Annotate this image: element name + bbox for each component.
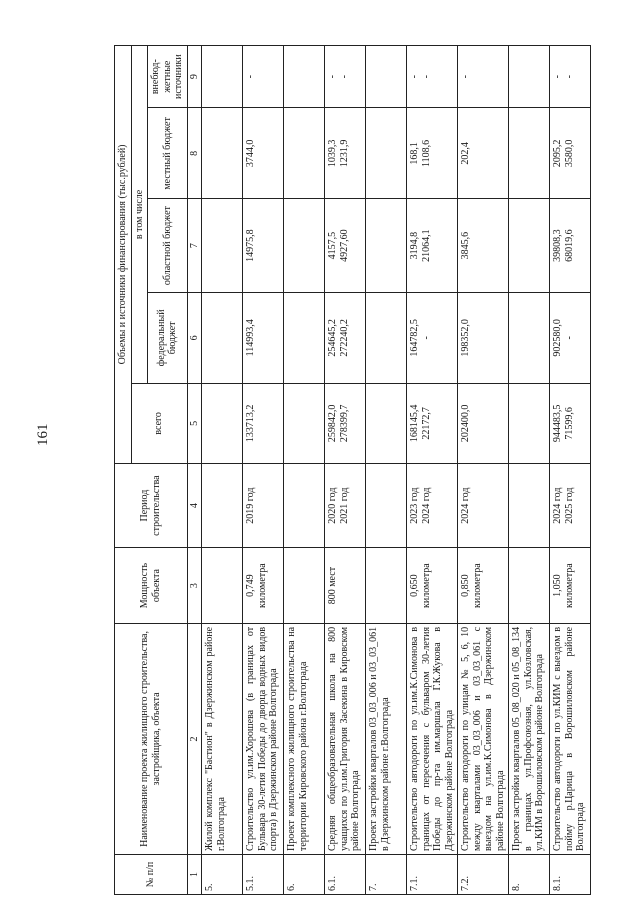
row-local bbox=[366, 108, 407, 199]
row-number: 6. bbox=[284, 855, 325, 895]
table-row bbox=[550, 46, 591, 895]
row-number: 5. bbox=[202, 855, 243, 895]
row-extra bbox=[407, 46, 458, 108]
row-number: 7.1. bbox=[407, 855, 458, 895]
row-capacity: 0,749 километра bbox=[243, 548, 284, 624]
row-total bbox=[509, 383, 550, 463]
column-number: 3 bbox=[187, 548, 202, 624]
table-row bbox=[325, 46, 366, 895]
header-including: в том числе bbox=[131, 46, 148, 384]
table-row bbox=[366, 46, 407, 895]
row-local bbox=[509, 108, 550, 199]
row-period-value: 2024 год bbox=[552, 487, 563, 524]
table-row bbox=[202, 46, 243, 895]
row-federal bbox=[366, 292, 407, 383]
row-federal-value: - bbox=[420, 336, 432, 340]
header-extra: внебюд-жетные источники bbox=[148, 46, 188, 108]
row-period-value: 2025 год bbox=[563, 487, 575, 524]
row-federal-value: 254645,2 bbox=[327, 319, 338, 357]
row-regional-value: 4157,5 bbox=[327, 231, 338, 260]
row-federal bbox=[550, 292, 591, 383]
row-regional-value: 3194,8 bbox=[409, 231, 420, 260]
row-federal-value: - bbox=[563, 336, 575, 340]
row-regional bbox=[550, 199, 591, 292]
row-extra-value: - bbox=[327, 75, 338, 79]
row-extra-value: - bbox=[460, 75, 471, 79]
row-federal-value: 198352,0 bbox=[460, 319, 471, 357]
column-number: 6 bbox=[187, 292, 202, 383]
row-name: Строительство ул.им.Хорошева (в границах от Бульвара 30-летия Победы до дворца водных видов спорта) в Дзержинском районе Волгограда bbox=[243, 623, 284, 854]
row-federal-value: 272240,2 bbox=[338, 319, 350, 357]
row-capacity: 800 мест bbox=[325, 548, 366, 624]
row-total bbox=[550, 383, 591, 463]
financing-table bbox=[114, 45, 591, 895]
row-total bbox=[284, 383, 325, 463]
column-number: 5 bbox=[187, 383, 202, 463]
column-number: 8 bbox=[187, 108, 202, 199]
header-funding: Объемы и источники финансирования (тыс.рублей) bbox=[115, 46, 132, 464]
header-period: Период строительства bbox=[115, 463, 188, 547]
row-number: 6.1. bbox=[325, 855, 366, 895]
row-capacity: 0,850 километра bbox=[458, 548, 509, 624]
row-federal bbox=[243, 292, 284, 383]
row-regional-value: 21064,1 bbox=[420, 229, 432, 262]
row-federal-value: 902580,0 bbox=[552, 319, 563, 357]
row-total-value: 202400,0 bbox=[460, 404, 471, 443]
row-extra bbox=[325, 46, 366, 108]
row-federal bbox=[325, 292, 366, 383]
row-capacity: 1,050 километра bbox=[550, 548, 591, 624]
row-extra-value: - bbox=[563, 75, 575, 79]
table-row bbox=[284, 46, 325, 895]
row-capacity bbox=[509, 548, 550, 624]
row-regional bbox=[243, 199, 284, 292]
page-number: 161 bbox=[35, 423, 51, 446]
row-period bbox=[202, 463, 243, 547]
header-total: всего bbox=[131, 383, 187, 463]
row-name: Проект застройки кварталов 05_08_020 и 05_08_134 в границах ул.Профсоюзная, ул.Козловская, ул.КИМ в Ворошиловском районе Волгограда bbox=[509, 623, 550, 854]
row-extra-value: - bbox=[420, 75, 432, 79]
row-regional-value: 14975,8 bbox=[245, 229, 256, 262]
row-total-value: 71599,6 bbox=[563, 407, 575, 440]
row-number: 7.2. bbox=[458, 855, 509, 895]
row-period bbox=[284, 463, 325, 547]
row-extra-value: - bbox=[409, 75, 420, 79]
column-number: 9 bbox=[187, 46, 202, 108]
row-total-value: 259842,0 bbox=[327, 404, 338, 443]
row-name: Строительство автодороги по ул.КИМ с выездом в пойму р.Царица в Ворошиловском районе Волгограда bbox=[550, 623, 591, 854]
row-local-value: 2095,2 bbox=[552, 139, 563, 168]
row-federal bbox=[509, 292, 550, 383]
table-row bbox=[458, 46, 509, 895]
row-local bbox=[202, 108, 243, 199]
row-total-value: 278399,7 bbox=[338, 404, 350, 443]
header-regional: областной бюджет bbox=[148, 199, 188, 292]
row-period-value: 2024 год bbox=[460, 487, 471, 524]
row-number: 5.1. bbox=[243, 855, 284, 895]
row-extra bbox=[284, 46, 325, 108]
row-regional bbox=[284, 199, 325, 292]
row-regional bbox=[458, 199, 509, 292]
row-period-value: 2020 год bbox=[327, 487, 338, 524]
column-number: 7 bbox=[187, 199, 202, 292]
table-row bbox=[407, 46, 458, 895]
row-local-value: 202,4 bbox=[460, 142, 471, 165]
header-local: местный бюджет bbox=[148, 108, 188, 199]
row-extra bbox=[243, 46, 284, 108]
row-extra-value: - bbox=[245, 75, 256, 79]
row-name: Проект комплексного жилищного строительства на территории Кировского района г.Волгограда bbox=[284, 623, 325, 854]
row-name: Жилой комплекс "Бастион" в Дзержинском районе г.Волгограда bbox=[202, 623, 243, 854]
row-total bbox=[202, 383, 243, 463]
row-extra bbox=[509, 46, 550, 108]
row-federal-value: 164782,5 bbox=[409, 319, 420, 357]
row-period bbox=[366, 463, 407, 547]
row-capacity bbox=[284, 548, 325, 624]
row-local-value: 3580,0 bbox=[563, 139, 575, 168]
row-period-value: 2023 год bbox=[409, 487, 420, 524]
row-total bbox=[407, 383, 458, 463]
header-no: № п/п bbox=[115, 855, 188, 895]
row-federal bbox=[202, 292, 243, 383]
row-total bbox=[366, 383, 407, 463]
header-capacity: Мощность объекта bbox=[115, 548, 188, 624]
row-regional bbox=[202, 199, 243, 292]
table-body bbox=[202, 46, 591, 895]
row-extra bbox=[202, 46, 243, 108]
row-regional-value: 68019,6 bbox=[563, 229, 575, 262]
row-period bbox=[509, 463, 550, 547]
table-row bbox=[509, 46, 550, 895]
row-regional-value: 3845,6 bbox=[460, 231, 471, 260]
row-federal-value: 114993,4 bbox=[245, 319, 256, 357]
row-total bbox=[325, 383, 366, 463]
row-regional bbox=[325, 199, 366, 292]
row-total bbox=[243, 383, 284, 463]
row-period bbox=[550, 463, 591, 547]
row-name: Строительство автодороги по ул.им.К.Симонова в границах от пересечения с бульваром 30-летия Победы до пр-та им.маршала Г.К.Жукова в Дзержинском районе Волгограда bbox=[407, 623, 458, 854]
header-name: Наименование проекта жилищного строительства, застройщика, объекта bbox=[115, 623, 188, 854]
row-number: 8.1. bbox=[550, 855, 591, 895]
header-federal: федеральный бюджет bbox=[148, 292, 188, 383]
row-extra bbox=[550, 46, 591, 108]
row-local-value: 3744,0 bbox=[245, 139, 256, 168]
row-capacity bbox=[202, 548, 243, 624]
row-federal bbox=[458, 292, 509, 383]
row-extra bbox=[458, 46, 509, 108]
row-federal bbox=[284, 292, 325, 383]
row-total-value: 168145,4 bbox=[409, 404, 420, 443]
row-regional-value: 4927,60 bbox=[338, 229, 350, 262]
column-number: 4 bbox=[187, 463, 202, 547]
row-extra-value: - bbox=[552, 75, 563, 79]
row-capacity: 0,650 километра bbox=[407, 548, 458, 624]
row-total-value: 22172,7 bbox=[420, 407, 432, 440]
column-number: 2 bbox=[187, 623, 202, 854]
row-total-value: 944483,5 bbox=[552, 404, 563, 443]
row-regional bbox=[366, 199, 407, 292]
row-name: Средняя общеобразовательная школа на 800 учащихся по ул.им.Григория Засекина в Кировском районе Волгограда bbox=[325, 623, 366, 854]
row-period-value: 2024 год bbox=[420, 487, 432, 524]
row-name: Строительство автодороги по улицам № 5, 6, 10 между кварталами 03_03_006 и 03_03_061 с выездом на ул.им.К.Симонова в Дзержинском районе Волгограда bbox=[458, 623, 509, 854]
row-local-value: 1039,3 bbox=[327, 139, 338, 168]
row-federal bbox=[407, 292, 458, 383]
row-local bbox=[458, 108, 509, 199]
row-local bbox=[243, 108, 284, 199]
row-capacity bbox=[366, 548, 407, 624]
column-number: 1 bbox=[187, 855, 202, 895]
table-row bbox=[243, 46, 284, 895]
row-number: 7. bbox=[366, 855, 407, 895]
row-number: 8. bbox=[509, 855, 550, 895]
row-name: Проект застройки кварталов 03_03_006 и 03_03_061 в Дзержинском районе г.Волгограда bbox=[366, 623, 407, 854]
row-regional bbox=[509, 199, 550, 292]
row-local-value: 168,1 bbox=[409, 142, 420, 165]
row-local-value: 1108,6 bbox=[420, 139, 432, 167]
row-period-value: 2019 год bbox=[245, 487, 256, 524]
row-extra bbox=[366, 46, 407, 108]
row-period bbox=[407, 463, 458, 547]
row-local-value: 1231,9 bbox=[338, 139, 350, 168]
row-period bbox=[325, 463, 366, 547]
row-local bbox=[284, 108, 325, 199]
row-regional bbox=[407, 199, 458, 292]
row-total-value: 133713,2 bbox=[245, 404, 256, 443]
row-local bbox=[550, 108, 591, 199]
row-extra-value: - bbox=[338, 75, 350, 79]
row-local bbox=[407, 108, 458, 199]
row-total bbox=[458, 383, 509, 463]
row-regional-value: 39808,3 bbox=[552, 229, 563, 262]
row-period bbox=[243, 463, 284, 547]
row-period bbox=[458, 463, 509, 547]
row-period-value: 2021 год bbox=[338, 487, 350, 524]
row-local bbox=[325, 108, 366, 199]
